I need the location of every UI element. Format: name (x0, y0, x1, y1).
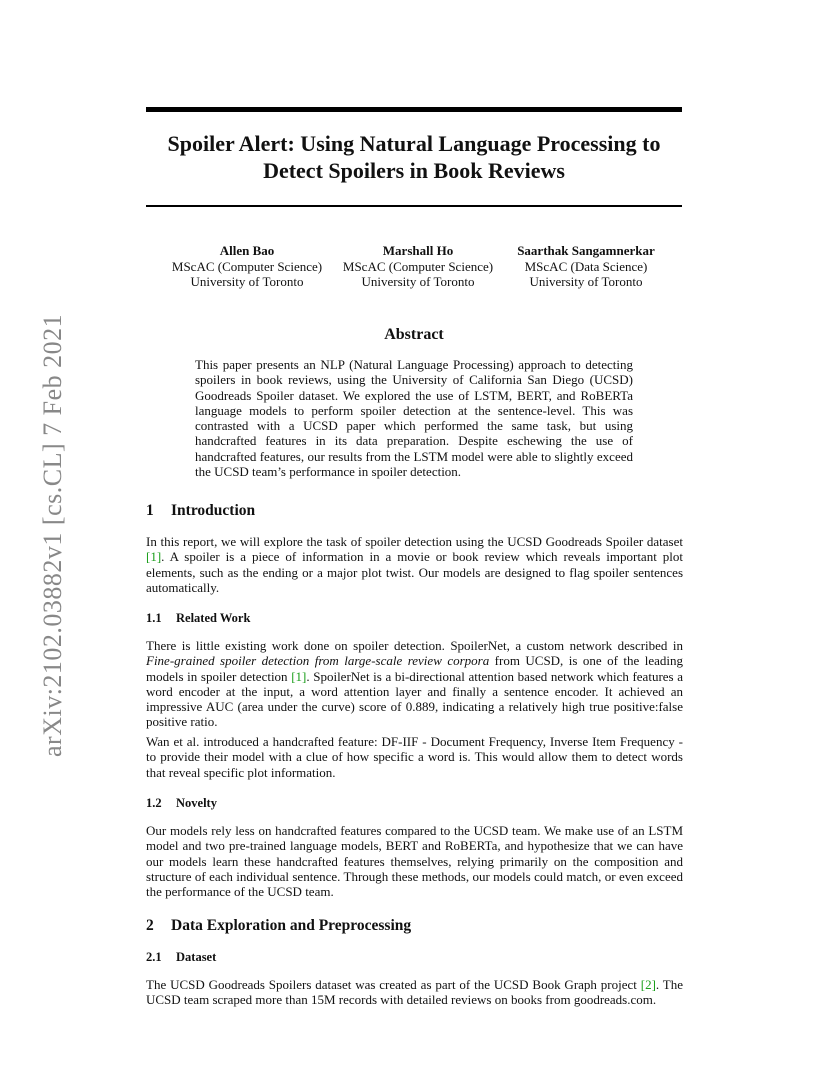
subsection-number: 2.1 (146, 950, 162, 964)
author-program: MScAC (Computer Science) (342, 258, 494, 274)
paragraph-text: In this report, we will explore the task of spoiler detection using the UCSD Goodreads Spoiler dataset (146, 534, 683, 549)
title-line-1: Spoiler Alert: Using Natural Language Processing to (167, 131, 661, 156)
paragraph-text: There is little existing work done on spoiler detection. SpoilerNet, a custom network described in (146, 638, 683, 653)
related-work-paragraph-1 (146, 638, 683, 730)
cited-paper-title: Fine-grained spoiler detection from large-scale review corpora (146, 653, 490, 669)
author-affiliation: University of Toronto (190, 274, 304, 289)
author-affiliation: University of Toronto (361, 274, 475, 289)
subsection-heading-novelty (146, 796, 682, 811)
introduction-paragraph (146, 534, 683, 595)
author-program: MScAC (Computer Science) (171, 258, 323, 274)
author-name: Marshall Ho (382, 243, 454, 258)
author-2 (340, 243, 496, 290)
paragraph-text: from UCSD, is one of the leading models in spoiler detection (146, 653, 683, 684)
section-number: 2 (146, 917, 154, 934)
section-number: 1 (146, 502, 154, 519)
citation-link[interactable]: [1] (146, 549, 162, 565)
citation-link[interactable]: [1] (291, 668, 307, 684)
subsection-heading-dataset (146, 950, 682, 965)
author-program: MScAC (Data Science) (524, 258, 648, 274)
subsection-heading-related-work (146, 611, 682, 626)
author-affiliation: University of Toronto (529, 274, 643, 289)
section-heading-data-exploration (146, 917, 682, 935)
subsection-title: Novelty (176, 796, 217, 810)
abstract-heading: Abstract (384, 326, 444, 343)
subsection-title: Related Work (176, 611, 251, 625)
author-1 (146, 243, 348, 290)
subsection-number: 1.1 (146, 611, 162, 625)
related-work-paragraph-2: Wan et al. introduced a handcrafted feature: DF-IIF - Document Frequency, Inverse Item Frequency - to provide their model with a clue of how specific a word is. This would allow them to detect words that reveal specific plot information. (146, 734, 683, 780)
section-heading-introduction (146, 502, 682, 520)
dataset-paragraph (146, 977, 683, 1008)
author-name: Allen Bao (219, 243, 275, 258)
author-name: Saarthak Sangamnerkar (517, 243, 655, 258)
subsection-number: 1.2 (146, 796, 162, 810)
author-3 (506, 243, 666, 290)
title-top-rule (146, 107, 682, 112)
section-title: Data Exploration and Preprocessing (171, 917, 412, 934)
paragraph-text: The UCSD Goodreads Spoilers dataset was created as part of the UCSD Book Graph project (146, 977, 641, 992)
paragraph-text: . SpoilerNet is a bi-directional attention based network which features a word encoder at the input, a word attention layer and finally a sentence encoder. It achieved an impressive AUC (area under the curve) score of 0.889, indicating a relatively high true positive:false positive ratio. (146, 668, 683, 730)
subsection-title: Dataset (176, 950, 217, 964)
citation-link[interactable]: [2] (640, 977, 656, 992)
novelty-paragraph: Our models rely less on handcrafted features compared to the UCSD team. We make use of an LSTM model and two pre-trained language models, BERT and RoBERTa, and hypothesize that we can have our models learn these handcrafted features themselves, relying primarily on the composition and structure of each individual sentence. Through these methods, our models could match, or even exceed the performance of the UCSD team. (146, 823, 683, 900)
section-title: Introduction (171, 502, 256, 519)
paragraph-text: . A spoiler is a piece of information in a movie or book review which reveals important plot elements, such as the ending or a major plot twist. Our models are designed to flag spoiler sentences automatically. (146, 549, 683, 595)
title-line-2: Detect Spoilers in Book Reviews (263, 158, 565, 183)
title-bottom-rule (146, 205, 682, 207)
abstract-text: This paper presents an NLP (Natural Language Processing) approach to detecting spoilers in book reviews, using the University of California San Diego (UCSD) Goodreads Spoiler dataset. We explored the use of LSTM, BERT, and RoBERTa language models to perform spoiler detection at the sentence-level. This was contrasted with a UCSD paper which performed the same task, but using handcrafted features in its data preparation. Despite eschewing the use of handcrafted features, our results from the LSTM model were able to slightly exceed the UCSD team’s performance in spoiler detection. (195, 357, 633, 480)
arxiv-identifier-stamp: arXiv:2102.03882v1 [cs.CL] 7 Feb 2021 (38, 313, 67, 757)
paragraph-text: . The UCSD team scraped more than 15M records with detailed reviews on books from goodreads.com. (146, 977, 683, 1008)
paper-title (146, 130, 682, 184)
author-block (146, 243, 682, 293)
